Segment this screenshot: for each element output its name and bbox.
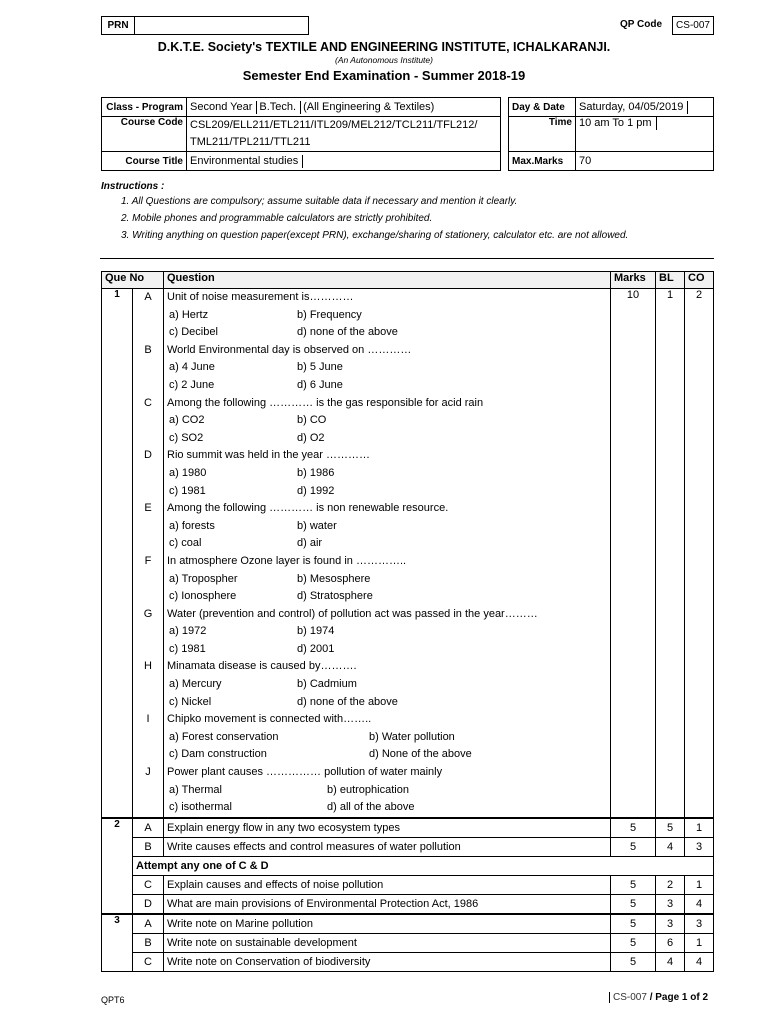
bl-cell: 6 <box>656 933 685 952</box>
marks-cell: 5 <box>611 894 656 914</box>
header-question: Question <box>164 272 611 289</box>
marks-cell: 5 <box>611 818 656 838</box>
subpart-label: I <box>146 713 150 726</box>
option: d) Stratosphere <box>297 590 373 603</box>
option: c) Decibel <box>169 326 218 339</box>
header-bl: BL <box>656 272 685 289</box>
subpart-label: C <box>144 396 152 409</box>
option: a) 4 June <box>169 361 215 374</box>
marks-cell: 5 <box>611 875 656 894</box>
bl-cell: 2 <box>656 875 685 894</box>
table-row <box>102 856 714 875</box>
mcq-options-row <box>167 412 607 430</box>
prn-label: PRN <box>102 17 135 34</box>
subpart-label: G <box>143 607 153 620</box>
question-text: Write causes effects and control measures of water pollution <box>164 837 611 856</box>
option: d) none of the above <box>297 326 398 339</box>
subpart-label: A <box>133 818 164 838</box>
mcq-question: Minamata disease is caused by………. <box>167 660 357 673</box>
question-table <box>101 271 714 972</box>
mcq-question: Among the following ………… is non renewable resource. <box>167 502 449 515</box>
option: c) coal <box>169 537 202 550</box>
time-label: Time <box>509 117 576 152</box>
co-cell: 1 <box>685 933 714 952</box>
subpart-label: B <box>144 343 152 356</box>
mcq-options-row <box>167 571 607 589</box>
table-row <box>102 933 714 952</box>
co-cell: 4 <box>685 894 714 914</box>
mcq-question: In atmosphere Ozone layer is found in ………….. <box>167 554 407 567</box>
mcq-options-row <box>167 623 607 641</box>
prn-box[interactable] <box>101 16 309 35</box>
option: c) Nickel <box>169 695 212 708</box>
max-marks-label: Max.Marks <box>509 152 576 171</box>
attempt-instruction: Attempt any one of C & D <box>133 856 714 875</box>
option: b) eutrophication <box>327 783 409 796</box>
subpart-label: F <box>144 554 152 567</box>
question-number: 3 <box>102 914 133 972</box>
co-cell: 3 <box>685 837 714 856</box>
subpart-label: A <box>133 914 164 934</box>
subpart-label: C <box>133 952 164 971</box>
table-row <box>102 894 714 914</box>
marks-cell: 10 <box>611 289 656 818</box>
option: b) Cadmium <box>297 678 357 691</box>
bl-cell: 5 <box>656 818 685 838</box>
subpart-label: J <box>145 766 151 779</box>
bl-cell: 4 <box>656 952 685 971</box>
mcq-question: Water (prevention and control) of pollution act was passed in the year……… <box>167 607 538 620</box>
option: c) isothermal <box>169 801 232 814</box>
table-row <box>102 875 714 894</box>
co-cell: 3 <box>685 914 714 934</box>
mcq-question: Chipko movement is connected with…….. <box>167 713 372 726</box>
subpart-column <box>133 289 164 818</box>
day-date-value <box>576 98 714 117</box>
option: c) SO2 <box>169 431 204 444</box>
table-row <box>102 818 714 838</box>
mcq-options-row <box>167 535 607 553</box>
co-cell: 1 <box>685 875 714 894</box>
option: d) 6 June <box>297 378 343 391</box>
course-title: Environmental studies <box>190 155 303 168</box>
header-marks: Marks <box>611 272 656 289</box>
qp-code: CS-007 <box>672 16 714 35</box>
co-cell: 1 <box>685 818 714 838</box>
mcq-options-row <box>167 465 607 483</box>
footer-code-left: QPT6 <box>101 995 125 1005</box>
option: a) Mercury <box>169 678 222 691</box>
course-title-value <box>187 152 501 171</box>
class-degree: B.Tech. <box>259 101 301 114</box>
option: b) Water pollution <box>369 730 455 743</box>
option: a) forests <box>169 519 215 532</box>
option: a) CO2 <box>169 414 205 427</box>
mcq-options-row <box>167 588 607 606</box>
co-cell: 4 <box>685 952 714 971</box>
table-row <box>102 289 714 818</box>
course-code-line1: CSL209/ELL211/ETL211/ITL209/MEL212/TCL211/TFL212/ <box>190 119 478 131</box>
bl-cell: 3 <box>656 914 685 934</box>
option: d) air <box>297 537 323 550</box>
table-row <box>102 952 714 971</box>
class-program-label: Class - Program <box>102 98 187 117</box>
course-code-line2: TML211/TPL211/TTL211 <box>190 136 311 148</box>
option: a) Hertz <box>169 308 209 321</box>
mcq-options-row <box>167 676 607 694</box>
course-code-value <box>187 117 501 152</box>
option: b) 1974 <box>297 625 335 638</box>
bl-cell: 4 <box>656 837 685 856</box>
question-number: 1 <box>102 289 133 818</box>
option: d) 2001 <box>297 642 335 655</box>
mcq-question: Rio summit was held in the year ………… <box>167 449 370 462</box>
mcq-options-row <box>167 799 607 817</box>
mcq-options-row <box>167 377 607 395</box>
option: d) 1992 <box>297 484 335 497</box>
header-que-no: Que No <box>102 272 164 289</box>
mcq-options-row <box>167 324 607 342</box>
mcq-question: Unit of noise measurement is………… <box>167 291 354 303</box>
option: b) 5 June <box>297 361 343 374</box>
bl-cell: 1 <box>656 289 685 818</box>
mcq-question: Power plant causes …………… pollution of water mainly <box>167 766 443 779</box>
option: a) 1972 <box>169 625 207 638</box>
mcq-options-row <box>167 307 607 325</box>
question-text: Write note on Conservation of biodiversity <box>164 952 611 971</box>
mcq-questions-cell <box>164 289 611 818</box>
marks-cell: 5 <box>611 914 656 934</box>
course-code-label: Course Code <box>102 117 187 152</box>
question-text: Explain energy flow in any two ecosystem types <box>164 818 611 838</box>
subpart-label: D <box>144 449 152 462</box>
time: 10 am To 1 pm <box>579 117 657 130</box>
instruction-item: 2. Mobile phones and programmable calculators are strictly prohibited. <box>121 213 433 224</box>
question-text: What are main provisions of Environmental Protection Act, 1986 <box>164 894 611 914</box>
marks-cell: 5 <box>611 952 656 971</box>
option: a) Thermal <box>169 783 222 796</box>
question-text: Write note on sustainable development <box>164 933 611 952</box>
subpart-label: H <box>144 660 152 673</box>
mcq-question: Among the following ………… is the gas responsible for acid rain <box>167 396 484 409</box>
instruction-item: 1. All Questions are compulsory; assume suitable data if necessary and mention it clearly. <box>121 196 518 207</box>
max-marks-value: 70 <box>576 152 714 171</box>
header-co: CO <box>685 272 714 289</box>
option: b) Frequency <box>297 308 362 321</box>
option: a) 1980 <box>169 466 207 479</box>
class-year: Second Year <box>190 101 257 114</box>
class-branch: (All Engineering & Textiles) <box>303 100 435 113</box>
instructions-heading: Instructions : <box>101 181 165 192</box>
question-number: 2 <box>102 818 133 914</box>
co-cell: 2 <box>685 289 714 818</box>
option: c) Dam construction <box>169 748 267 761</box>
table-row <box>102 837 714 856</box>
subpart-label: E <box>144 502 152 515</box>
course-title-label: Course Title <box>102 152 187 171</box>
qp-code-label: QP Code <box>620 19 663 30</box>
option: b) 1986 <box>297 466 335 479</box>
bl-cell: 3 <box>656 894 685 914</box>
footer-qp-code: CS-007 <box>609 992 647 1003</box>
subpart-label: B <box>133 837 164 856</box>
footer-page-number: / Page 1 of 2 <box>649 992 709 1003</box>
mcq-options-row <box>167 729 607 747</box>
mcq-options-row <box>167 782 607 800</box>
option: d) all of the above <box>327 801 415 814</box>
option: a) Tropospher <box>169 572 238 585</box>
option: c) 2 June <box>169 378 215 391</box>
mcq-options-row <box>167 359 607 377</box>
mcq-options-row <box>167 641 607 659</box>
divider <box>100 258 714 259</box>
society-title: D.K.T.E. Society's TEXTILE AND ENGINEERING INSTITUTE, ICHALKARANJI. <box>157 40 611 54</box>
exam-info-table <box>508 97 714 171</box>
option: c) 1981 <box>169 642 206 655</box>
option: b) Mesosphere <box>297 572 371 585</box>
class-program-value <box>187 98 501 117</box>
question-text: Write note on Marine pollution <box>164 914 611 934</box>
option: d) O2 <box>297 431 325 444</box>
mcq-question: World Environmental day is observed on ………… <box>167 343 412 356</box>
option: d) none of the above <box>297 695 398 708</box>
option: c) Ionosphere <box>169 590 237 603</box>
option: b) CO <box>297 414 327 427</box>
table-header-row <box>102 272 714 289</box>
question-text: Explain causes and effects of noise pollution <box>164 875 611 894</box>
mcq-options-row <box>167 518 607 536</box>
subpart-label: D <box>133 894 164 914</box>
mcq-options-row <box>167 694 607 712</box>
day-date-label: Day & Date <box>509 98 576 117</box>
footer-page-info <box>609 992 708 1003</box>
time-value <box>576 117 714 152</box>
autonomous-subtitle: (An Autonomous Institute) <box>335 55 433 65</box>
day-date: Saturday, 04/05/2019 <box>579 101 688 114</box>
mcq-options-row <box>167 430 607 448</box>
course-info-table <box>101 97 501 171</box>
exam-title: Semester End Examination - Summer 2018-19 <box>242 68 526 83</box>
mcq-options-row <box>167 746 607 764</box>
option: a) Forest conservation <box>169 730 279 743</box>
subpart-label: C <box>133 875 164 894</box>
option: d) None of the above <box>369 748 472 761</box>
subpart-label: A <box>144 291 152 303</box>
option: c) 1981 <box>169 484 206 497</box>
table-row <box>102 914 714 934</box>
mcq-options-row <box>167 483 607 501</box>
subpart-label: B <box>133 933 164 952</box>
marks-cell: 5 <box>611 837 656 856</box>
marks-cell: 5 <box>611 933 656 952</box>
instruction-item: 3. Writing anything on question paper(except PRN), exchange/sharing of stationery, calculator etc. are not allowed. <box>121 230 629 241</box>
option: b) water <box>297 519 337 532</box>
